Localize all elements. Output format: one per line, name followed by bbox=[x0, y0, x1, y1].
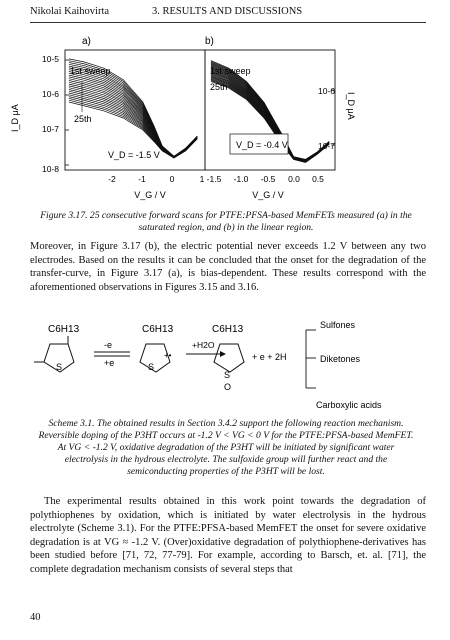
panel-b-label: b) bbox=[205, 36, 214, 47]
panel-b-first-sweep: 1st sweep bbox=[210, 66, 251, 76]
panel-a-first-sweep: 1st sweep bbox=[70, 66, 111, 76]
panel-a-vd-label: V_D = -1.5 V bbox=[108, 150, 160, 160]
figure-3-17 bbox=[0, 22, 450, 222]
product-diketones: Diketones bbox=[320, 354, 361, 364]
molecule-2-alkyl: C6H13 bbox=[142, 324, 174, 335]
left-y-tick-label: 10-5 bbox=[42, 54, 60, 64]
molecule-3-alkyl: C6H13 bbox=[212, 324, 244, 335]
panel-a-x-label: V_G / V bbox=[134, 190, 166, 200]
page-number: 40 bbox=[30, 612, 41, 623]
panel-b-vd-label: V_D = -0.4 V bbox=[236, 140, 288, 150]
right-y-axis-label: I_D μA bbox=[346, 92, 356, 120]
oxidation-label: -e bbox=[104, 340, 113, 350]
paragraph-1: Moreover, in Figure 3.17 (b), the electric potential never exceeds 1.2 V between any two electrodes. Based on the results it can be concluded that the onset for the degradation of the transfer-curve, in Figure 3.17 (a), is bias-dependent. These results correspond with the aforementioned observations in Figures 3.15 and 3.16. bbox=[30, 241, 426, 293]
panel-b-x-label: V_G / V bbox=[252, 190, 284, 200]
radical-cation-mark: +• bbox=[164, 351, 172, 360]
figure-caption: Figure 3.17. 25 consecutive forward scans for PTFE:PFSA-based MemFETs measured (a) in the saturated region, and (b) in the linear region. bbox=[40, 210, 412, 233]
x-tick-label: 1 bbox=[199, 174, 205, 184]
sweep-curve bbox=[69, 63, 197, 157]
x-tick-label: -0.5 bbox=[260, 174, 276, 184]
x-tick-label: 0.5 bbox=[312, 174, 324, 184]
panel-a-x-ticks bbox=[108, 174, 204, 184]
x-tick-label: -1.0 bbox=[233, 174, 249, 184]
running-header-section: 3. RESULTS AND DISCUSSIONS bbox=[152, 6, 303, 17]
x-tick-label: -2 bbox=[108, 174, 116, 184]
molecule-1-alkyl: C6H13 bbox=[48, 324, 80, 335]
product-sulfones: Sulfones bbox=[320, 320, 356, 330]
x-tick-label: -1.5 bbox=[206, 174, 222, 184]
right-y-tick-label: 10-7 bbox=[318, 141, 336, 151]
x-tick-label: 0.0 bbox=[288, 174, 300, 184]
x-tick-label: 0 bbox=[169, 174, 175, 184]
paragraph-2: The experimental results obtained in this work point towards the degradation of polythiophenes by oxidation, which is initiated by water electrolysis in the hydrous electrolyte (Scheme 3.1). For the PTFE:PFSA-based MemFET the onset for severe oxidative degradation is at VG ≈ -1.2 V. (Over)oxidative degradation of polythiophene-derivatives has been studied before [71, 72, 77-79]. For example, according to Barsch, et. al. [71], the complete degradation mechanism consists of several steps that bbox=[30, 496, 426, 575]
panel-b-25th: 25th bbox=[210, 82, 228, 92]
right-y-tick-label: 10-6 bbox=[318, 86, 336, 96]
hydration-arrow-head bbox=[220, 351, 226, 357]
running-header-author: Nikolai Kaihovirta bbox=[30, 6, 110, 17]
x-tick-label: -1 bbox=[138, 174, 146, 184]
molecule-3-sulfur: S bbox=[224, 370, 231, 380]
molecule-2-sulfur: S bbox=[148, 362, 155, 372]
reduction-label: +e bbox=[104, 358, 115, 368]
panel-a-label: a) bbox=[82, 36, 91, 47]
left-y-tick-label: 10-8 bbox=[42, 164, 60, 174]
left-y-tick-label: 10-6 bbox=[42, 89, 60, 99]
scheme-3-1 bbox=[20, 318, 440, 416]
sweep-curve bbox=[69, 93, 197, 158]
water-label: +H2O bbox=[192, 340, 215, 350]
panel-b-x-ticks bbox=[207, 174, 325, 184]
molecule-1-sulfur: S bbox=[56, 362, 63, 372]
molecule-3-oxygen: O bbox=[224, 382, 232, 392]
right-y-ticks bbox=[318, 86, 335, 151]
product-carboxylic-acids: Carboxylic acids bbox=[316, 400, 382, 410]
left-y-axis-label: I_D μA bbox=[10, 104, 20, 132]
scheme-caption: Scheme 3.1. The obtained results in Section 3.4.2 support the following reaction mechanism. Reversible doping of the P3HT occurs at -1.2 V < VG < 0 V for the PTFE:PFSA-based MemFET. At VG < -1.2 V, oxidative degradation of the P3HT will be initiated by significant water electrolysis in the hydrous electrolyte. The sulfoxide group will further react and the semiconducting properties of the P3HT will be lost. bbox=[38, 418, 414, 477]
reaction-products: + e + 2H bbox=[252, 352, 287, 362]
panel-a-25th: 25th bbox=[74, 114, 92, 124]
left-y-tick-label: 10-7 bbox=[42, 124, 60, 134]
thiophene-ring-3 bbox=[214, 344, 244, 372]
